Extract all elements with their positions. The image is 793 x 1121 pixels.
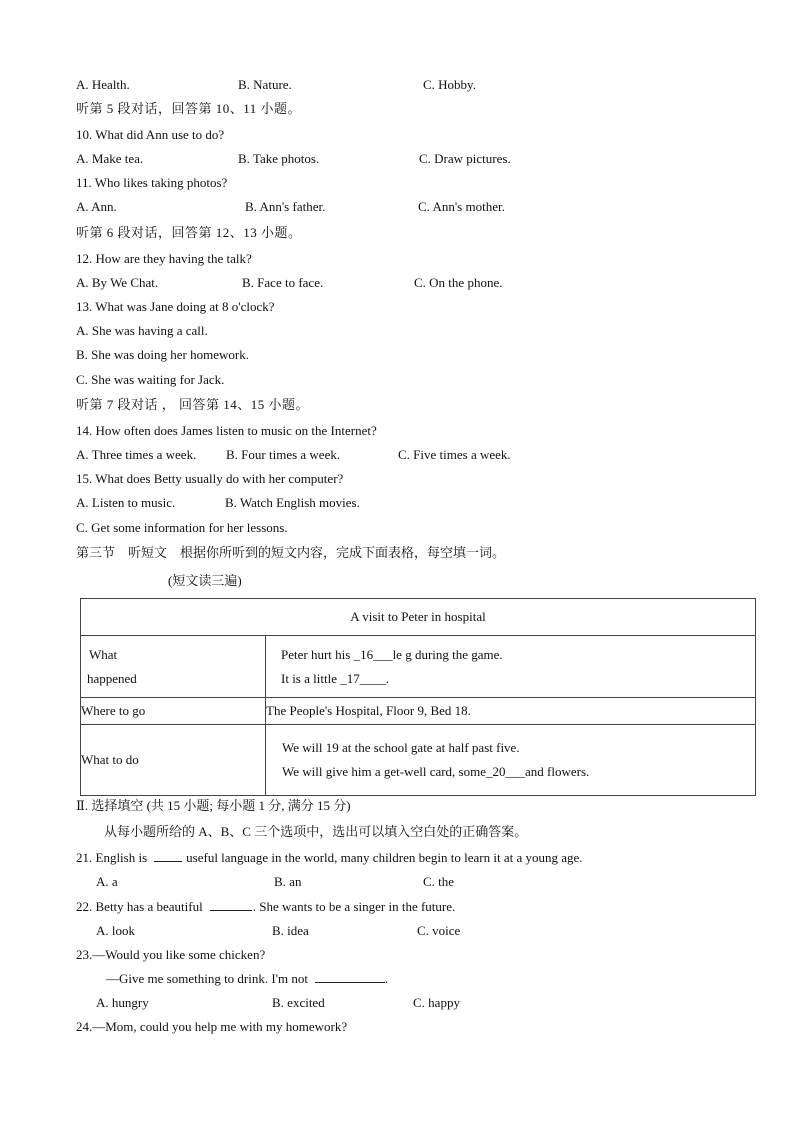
q21-blank bbox=[154, 861, 182, 862]
q14-option-b: B. Four times a week. bbox=[226, 447, 341, 462]
q11-stem: 11. Who likes taking photos? bbox=[76, 175, 228, 190]
blank-19-line: We will 19 at the school gate at half past five. bbox=[282, 740, 520, 755]
q10-option-a: A. Make tea. bbox=[76, 151, 144, 166]
q23-blank bbox=[315, 982, 385, 983]
blank-17-line: It is a little _17____. bbox=[281, 670, 389, 686]
q23-option-a: A. hungry bbox=[96, 995, 149, 1010]
q11-option-b: B. Ann's father. bbox=[245, 199, 326, 214]
q10-option-b: B. Take photos. bbox=[238, 151, 320, 166]
section5-instruction: 听第 5 段对话，回答第 10、11 小题。 bbox=[76, 101, 302, 116]
q12-stem: 12. How are they having the talk? bbox=[76, 251, 252, 266]
q15-option-c: C. Get some information for her lessons. bbox=[76, 520, 288, 535]
q22-option-b: B. idea bbox=[272, 923, 309, 938]
q13-stem: 13. What was Jane doing at 8 o'clock? bbox=[76, 299, 275, 314]
q22-option-c: C. voice bbox=[417, 923, 461, 938]
part3-note: (短文读三遍) bbox=[168, 573, 242, 588]
q15-option-a: A. Listen to music. bbox=[76, 495, 176, 510]
listening-table bbox=[80, 598, 756, 796]
part2-title: Ⅱ. 选择填空 (共 15 小题; 每小题 1 分, 满分 15 分) bbox=[76, 798, 351, 813]
q22-option-a: A. look bbox=[96, 923, 135, 938]
q21-stem bbox=[76, 850, 583, 866]
section6-instruction: 听第 6 段对话，回答第 12、13 小题。 bbox=[76, 225, 302, 240]
q23-line2-pre: —Give me something to drink. I'm not bbox=[106, 971, 309, 986]
q12-option-a: A. By We Chat. bbox=[76, 275, 159, 290]
q14-option-a: A. Three times a week. bbox=[76, 447, 197, 462]
q24-stem: 24.—Mom, could you help me with my homework? bbox=[76, 1019, 348, 1034]
q15-option-b: B. Watch English movies. bbox=[225, 495, 360, 510]
q22-stem-post: . She wants to be a singer in the future. bbox=[252, 899, 456, 914]
q21-stem-pre: 21. English is bbox=[76, 850, 148, 865]
part2-instruction: 从每小题所给的 A、B、C 三个选项中，选出可以填入空白处的正确答案。 bbox=[104, 824, 528, 839]
q23-line1: 23.—Would you like some chicken? bbox=[76, 947, 266, 962]
q13-option-a: A. She was having a call. bbox=[76, 323, 208, 338]
table-row-what-happened-value bbox=[266, 636, 756, 698]
q10-option-c: C. Draw pictures. bbox=[419, 151, 511, 166]
q23-line2-post: . bbox=[385, 971, 389, 986]
q21-option-a: A. a bbox=[96, 874, 118, 889]
what-label: What bbox=[89, 646, 118, 662]
q12-option-b: B. Face to face. bbox=[242, 275, 324, 290]
happened-label: happened bbox=[87, 670, 137, 686]
part3-title: 第三节 听短文 根据你所听到的短文内容，完成下面表格，每空填一词。 bbox=[76, 545, 506, 560]
q21-stem-post: useful language in the world, many children begin to learn it at a young age. bbox=[186, 850, 583, 865]
q21-option-b: B. an bbox=[274, 874, 302, 889]
section7-instruction: 听第 7 段对话 ， 回答第 14、15 小题。 bbox=[76, 397, 310, 412]
q22-stem bbox=[76, 899, 455, 915]
q10-stem: 10. What did Ann use to do? bbox=[76, 127, 225, 142]
q14-option-c: C. Five times a week. bbox=[398, 447, 511, 462]
q23-line2 bbox=[106, 971, 388, 987]
table-title: A visit to Peter in hospital bbox=[81, 599, 756, 636]
q21-option-c: C. the bbox=[423, 874, 455, 889]
q15-stem: 15. What does Betty usually do with her computer? bbox=[76, 471, 344, 486]
q13-option-c: C. She was waiting for Jack. bbox=[76, 372, 225, 387]
q9-option-b: B. Nature. bbox=[238, 77, 292, 92]
blank-16-line: Peter hurt his _16___le g during the game. bbox=[281, 646, 503, 662]
q22-blank bbox=[210, 910, 252, 911]
q13-option-b: B. She was doing her homework. bbox=[76, 347, 249, 362]
what-to-do-label: What to do bbox=[81, 725, 266, 796]
where-to-go-value: The People's Hospital, Floor 9, Bed 18. bbox=[266, 698, 756, 725]
q9-option-c: C. Hobby. bbox=[423, 77, 476, 92]
q11-option-c: C. Ann's mother. bbox=[418, 199, 505, 214]
q11-option-a: A. Ann. bbox=[76, 199, 117, 214]
table-row-what-happened-label bbox=[81, 636, 266, 698]
blank-20-line: We will give him a get-well card, some_20___and flowers. bbox=[282, 764, 590, 779]
q14-stem: 14. How often does James listen to music on the Internet? bbox=[76, 423, 377, 438]
q9-option-a: A. Health. bbox=[76, 77, 130, 92]
q23-option-b: B. excited bbox=[272, 995, 325, 1010]
q23-option-c: C. happy bbox=[413, 995, 460, 1010]
where-to-go-label: Where to go bbox=[81, 698, 266, 725]
q22-stem-pre: 22. Betty has a beautiful bbox=[76, 899, 203, 914]
q12-option-c: C. On the phone. bbox=[414, 275, 503, 290]
table-row-what-to-do-value bbox=[266, 725, 756, 796]
